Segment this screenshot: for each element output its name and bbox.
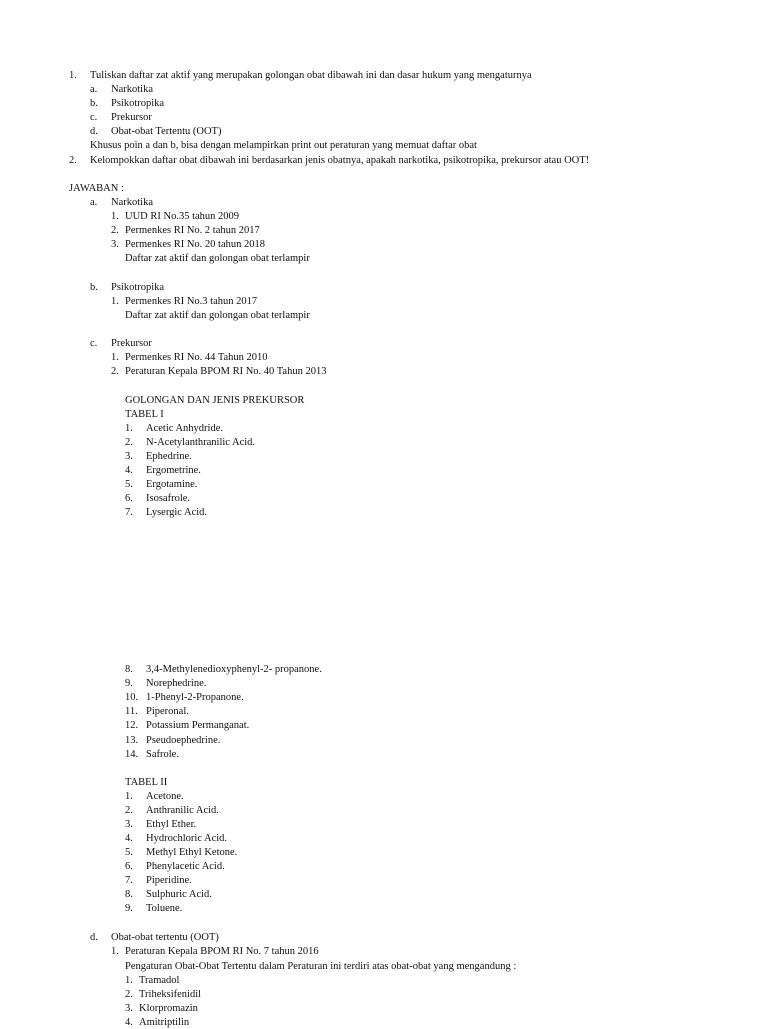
q1-item-c-letter: c. [90,112,98,123]
table-1-item: Ergometrine. [146,465,201,476]
oot-drug-number: 2. [125,989,133,1000]
table-1-item-number: 9. [125,678,133,689]
oot-drug: Klorpromazin [139,1003,198,1014]
table-1-item-number: 6. [125,493,133,504]
table-1-item: Acetic Anhydride. [146,423,223,434]
section-c-title: Prekursor [111,338,152,349]
table-2-item-number: 2. [125,805,133,816]
table-1-item-number: 1. [125,423,133,434]
oot-drug-number: 4. [125,1017,133,1028]
q1-item-d-text: Obat-obat Tertentu (OOT) [111,126,222,137]
section-c-law: Permenkes RI No. 44 Tahun 2010 [125,352,268,363]
table-1-item: Safrole. [146,749,179,760]
table-1-item: Ergotamine. [146,479,198,490]
table-2-item-number: 6. [125,861,133,872]
table-1-item: Pseudoephedrine. [146,735,221,746]
section-b-law-number: 1. [111,296,119,307]
table-1-item-number: 3. [125,451,133,462]
answer-heading: JAWABAN : [69,183,124,194]
table-1-item: Piperonal. [146,706,189,717]
table-2-item: Methyl Ethyl Ketone. [146,847,238,858]
q1-item-d-letter: d. [90,126,98,137]
table-2-item: Sulphuric Acid. [146,889,212,900]
table-2-item-number: 9. [125,903,133,914]
table-2-item: Toluene. [146,903,183,914]
table-2-item: Phenylacetic Acid. [146,861,225,872]
section-a-law-number: 2. [111,225,119,236]
section-a-title: Narkotika [111,197,153,208]
section-b-law: Permenkes RI No.3 tahun 2017 [125,296,258,307]
table-2-item-number: 4. [125,833,133,844]
question-1-number: 1. [69,70,77,81]
q1-note: Khusus poin a dan b, bisa dengan melampirkan print out peraturan yang memuat daftar obat [90,140,477,151]
table-1-item-number: 2. [125,437,133,448]
table-1-item-number: 4. [125,465,133,476]
section-d-intro: Pengaturan Obat-Obat Tertentu dalam Peraturan ini terdiri atas obat-obat yang mengandung : [125,961,517,972]
section-c-law-number: 2. [111,366,119,377]
section-a-law: UUD RI No.35 tahun 2009 [125,211,240,222]
section-d-law: Peraturan Kepala BPOM RI No. 7 tahun 2016 [125,946,319,957]
table-2-item: Acetone. [146,791,184,802]
table-1-item-number: 11. [125,706,138,717]
table-1-title: TABEL I [125,409,164,420]
table-1-item: N-Acetylanthranilic Acid. [146,437,256,448]
oot-drug-number: 3. [125,1003,133,1014]
section-b-letter: b. [90,282,98,293]
table-2-item-number: 8. [125,889,133,900]
section-d-title: Obat-obat tertentu (OOT) [111,932,219,943]
question-2-text: Kelompokkan daftar obat dibawah ini berdasarkan jenis obatnya, apakah narkotika, psikotropika, prekursor atau OOT! [90,155,590,166]
table-1-item: Potassium Permanganat. [146,720,250,731]
oot-drug-number: 1. [125,975,133,986]
section-d-law-number: 1. [111,946,119,957]
oot-drug: Triheksifenidil [139,989,202,1000]
section-c-letter: c. [90,338,98,349]
table-2-item: Piperidine. [146,875,192,886]
table-2-item-number: 3. [125,819,133,830]
q1-item-a-text: Narkotika [111,84,153,95]
section-a-law-number: 1. [111,211,119,222]
q1-item-b-text: Psikotropika [111,98,165,109]
table-1-item-number: 12. [125,720,139,731]
precursor-heading: GOLONGAN DAN JENIS PREKURSOR [125,395,305,406]
table-2-item-number: 1. [125,791,133,802]
question-1-text: Tuliskan daftar zat aktif yang merupakan golongan obat dibawah ini dan dasar hukum yang mengaturnya [90,70,532,81]
table-1-item-number: 10. [125,692,139,703]
section-b-title: Psikotropika [111,282,165,293]
table-2-item-number: 5. [125,847,133,858]
table-2-item: Hydrochloric Acid. [146,833,228,844]
q1-item-b-letter: b. [90,98,98,109]
table-1-item: Isosafrole. [146,493,191,504]
table-2-title: TABEL II [125,777,168,788]
table-1-item: Ephedrine. [146,451,192,462]
oot-drug: Amitriptilin [139,1017,190,1028]
section-a-letter: a. [90,197,98,208]
question-2-number: 2. [69,155,77,166]
table-1-item-number: 7. [125,507,133,518]
section-a-law: Permenkes RI No. 2 tahun 2017 [125,225,260,236]
section-c-law: Peraturan Kepala BPOM RI No. 40 Tahun 2013 [125,366,327,377]
table-2-item: Anthranilic Acid. [146,805,219,816]
table-2-item-number: 7. [125,875,133,886]
table-1-item-number: 5. [125,479,133,490]
table-1-item: Lysergic Acid. [146,507,208,518]
q1-item-c-text: Prekursor [111,112,152,123]
q1-item-a-letter: a. [90,84,98,95]
section-a-law: Permenkes RI No. 20 tahun 2018 [125,239,265,250]
section-d-letter: d. [90,932,98,943]
section-b-note: Daftar zat aktif dan golongan obat terlampir [125,310,310,321]
table-1-item-number: 14. [125,749,139,760]
section-a-law-number: 3. [111,239,119,250]
table-1-item: 3,4-Methylenedioxyphenyl-2- propanone. [146,664,322,675]
table-1-item-number: 13. [125,735,139,746]
table-1-item-number: 8. [125,664,133,675]
table-1-item: Norephedrine. [146,678,207,689]
section-c-law-number: 1. [111,352,119,363]
oot-drug: Tramadol [139,975,180,986]
table-2-item: Ethyl Ether. [146,819,197,830]
table-1-item: 1-Phenyl-2-Propanone. [146,692,244,703]
section-a-note: Daftar zat aktif dan golongan obat terlampir [125,253,310,264]
